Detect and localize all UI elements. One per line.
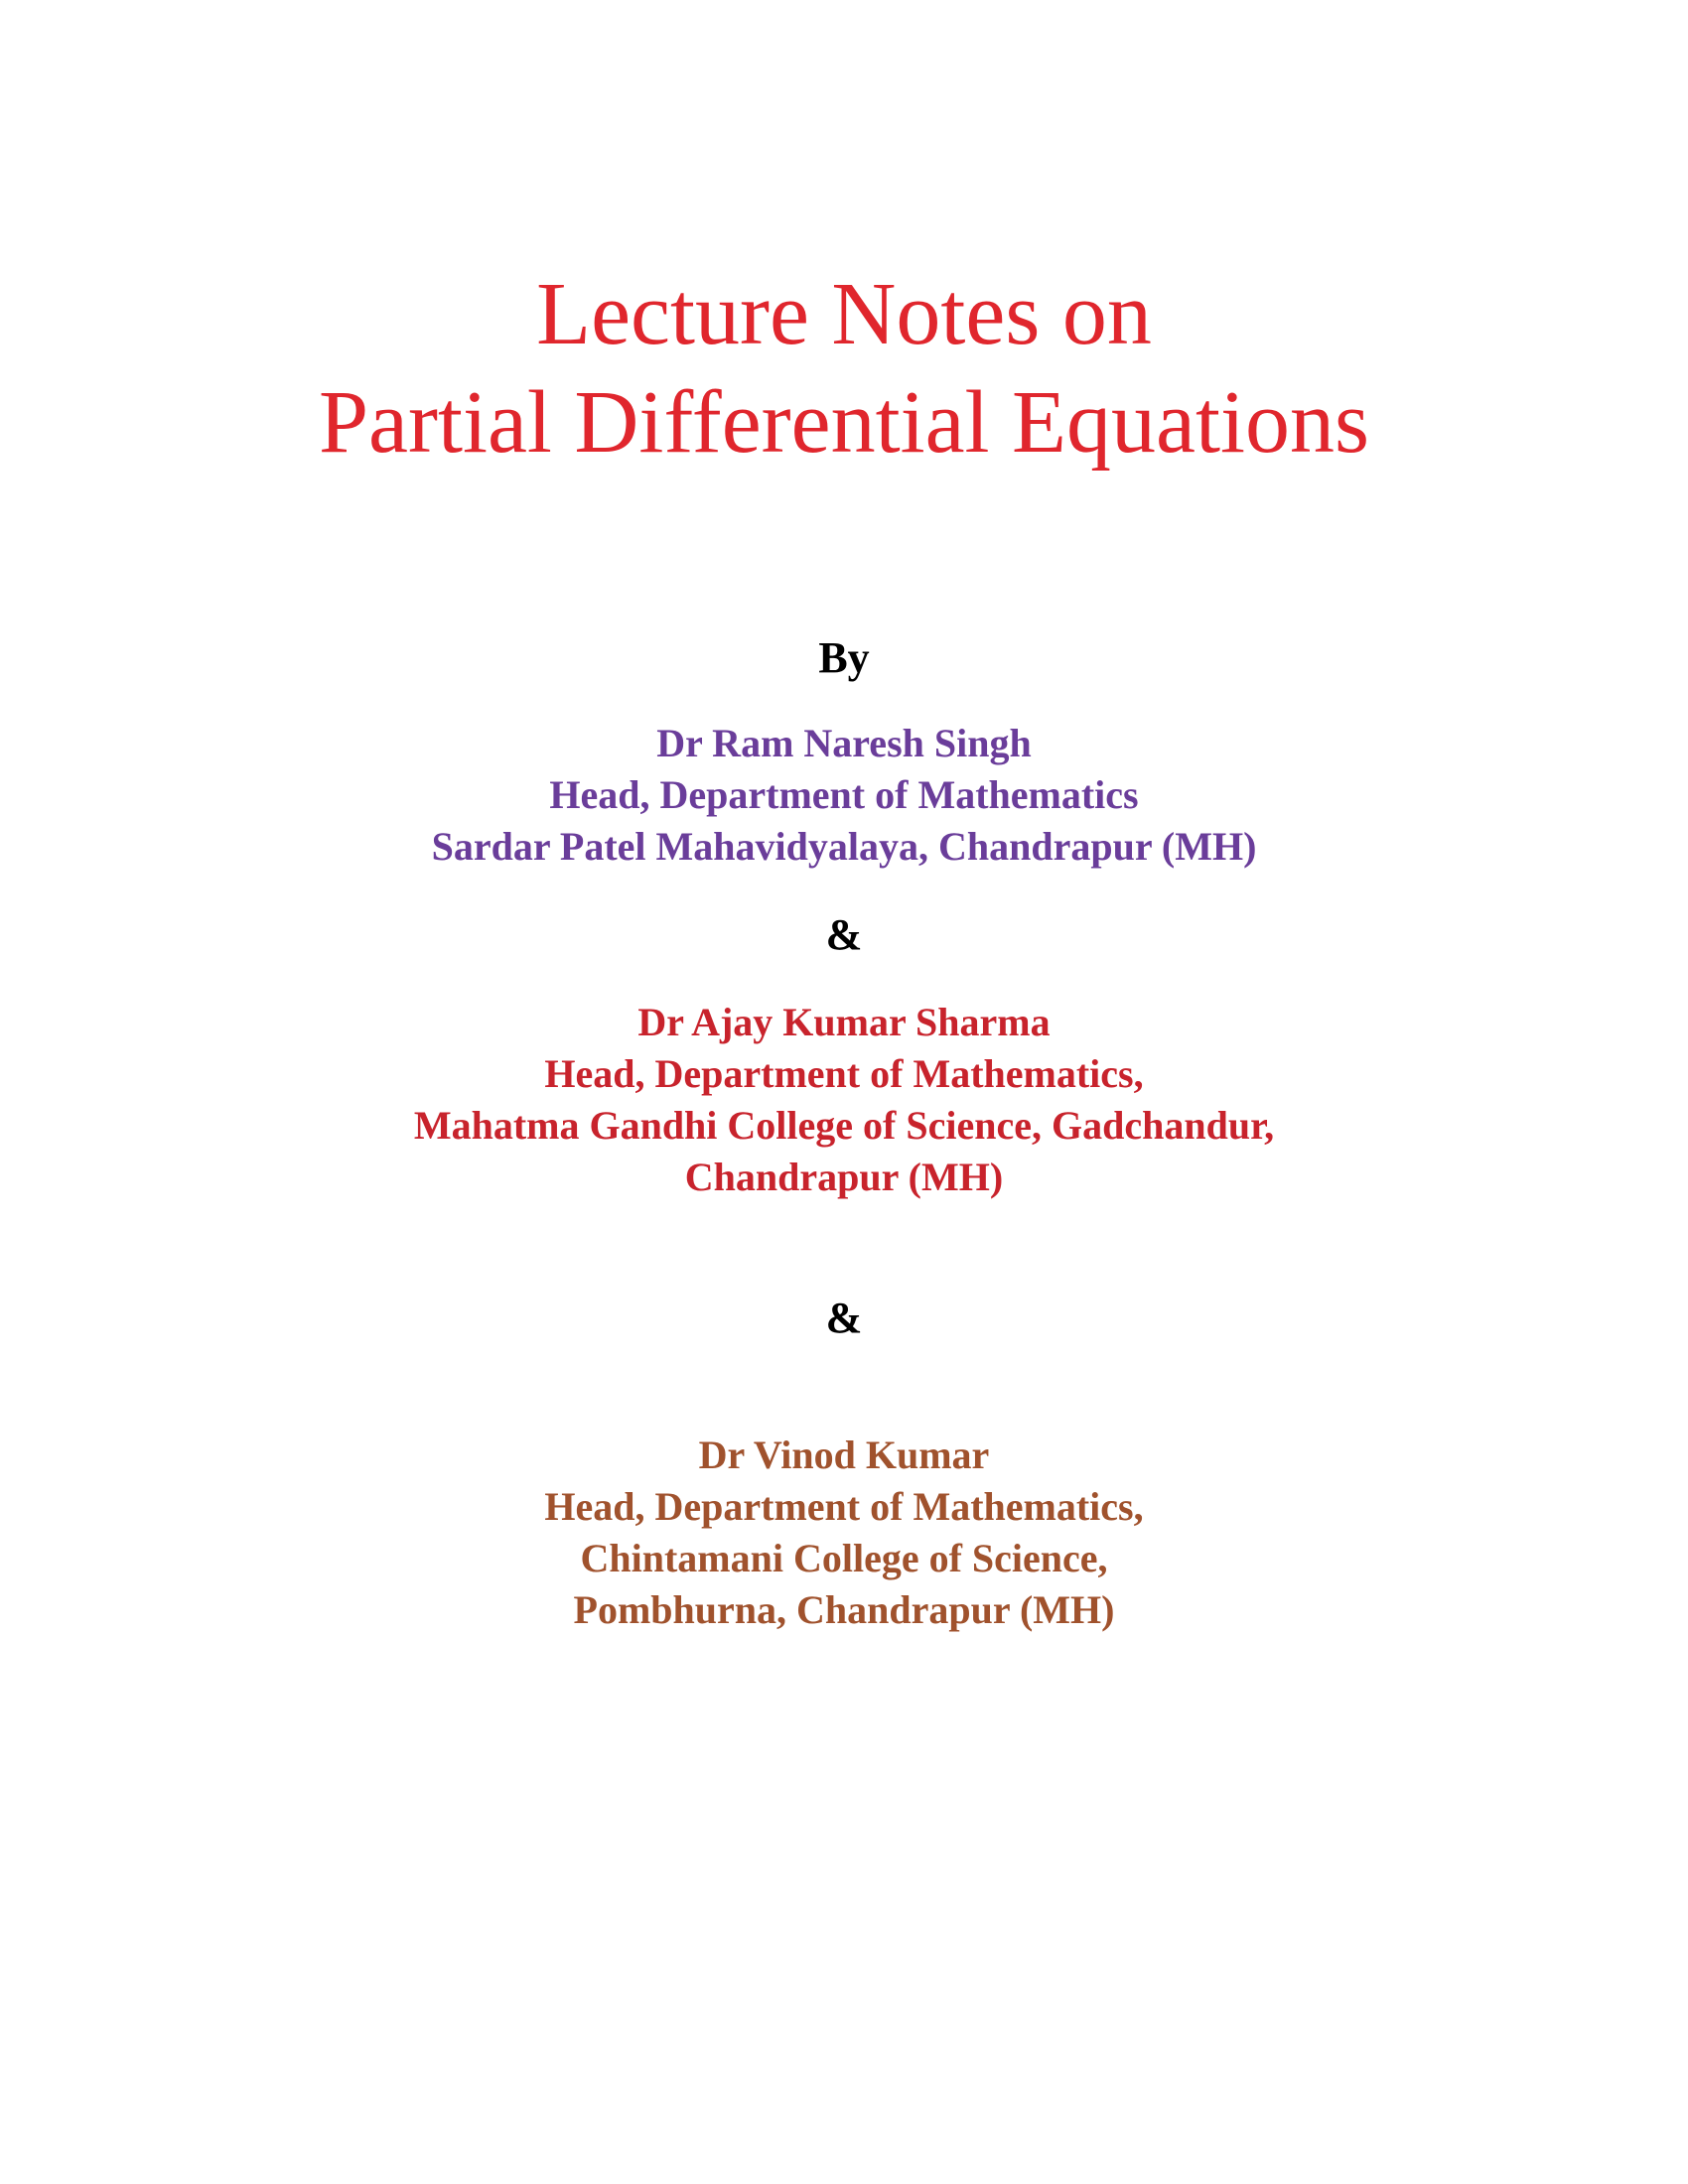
author-3-name: Dr Vinod Kumar xyxy=(698,1433,990,1477)
author-2-position: Head, Department of Mathematics, xyxy=(544,1051,1144,1096)
title-line-2: Partial Differential Equations xyxy=(318,373,1370,472)
author-2-institution: Mahatma Gandhi College of Science, Gadchandur, xyxy=(413,1103,1275,1148)
author-2-location: Chandrapur (MH) xyxy=(684,1155,1004,1199)
author-3-location: Pombhurna, Chandrapur (MH) xyxy=(573,1587,1115,1632)
author-1-name: Dr Ram Naresh Singh xyxy=(656,721,1032,765)
author-2-name: Dr Ajay Kumar Sharma xyxy=(637,1000,1051,1044)
author-3-institution: Chintamani College of Science, xyxy=(580,1536,1108,1580)
title-line-1: Lecture Notes on xyxy=(536,265,1152,363)
author-1-institution: Sardar Patel Mahavidyalaya, Chandrapur (MH) xyxy=(431,824,1257,869)
separator-2: & xyxy=(825,1294,863,1342)
author-1-position: Head, Department of Mathematics xyxy=(549,772,1139,817)
by-label: By xyxy=(818,633,870,682)
separator-1: & xyxy=(825,910,863,959)
author-3-position: Head, Department of Mathematics, xyxy=(544,1484,1144,1529)
